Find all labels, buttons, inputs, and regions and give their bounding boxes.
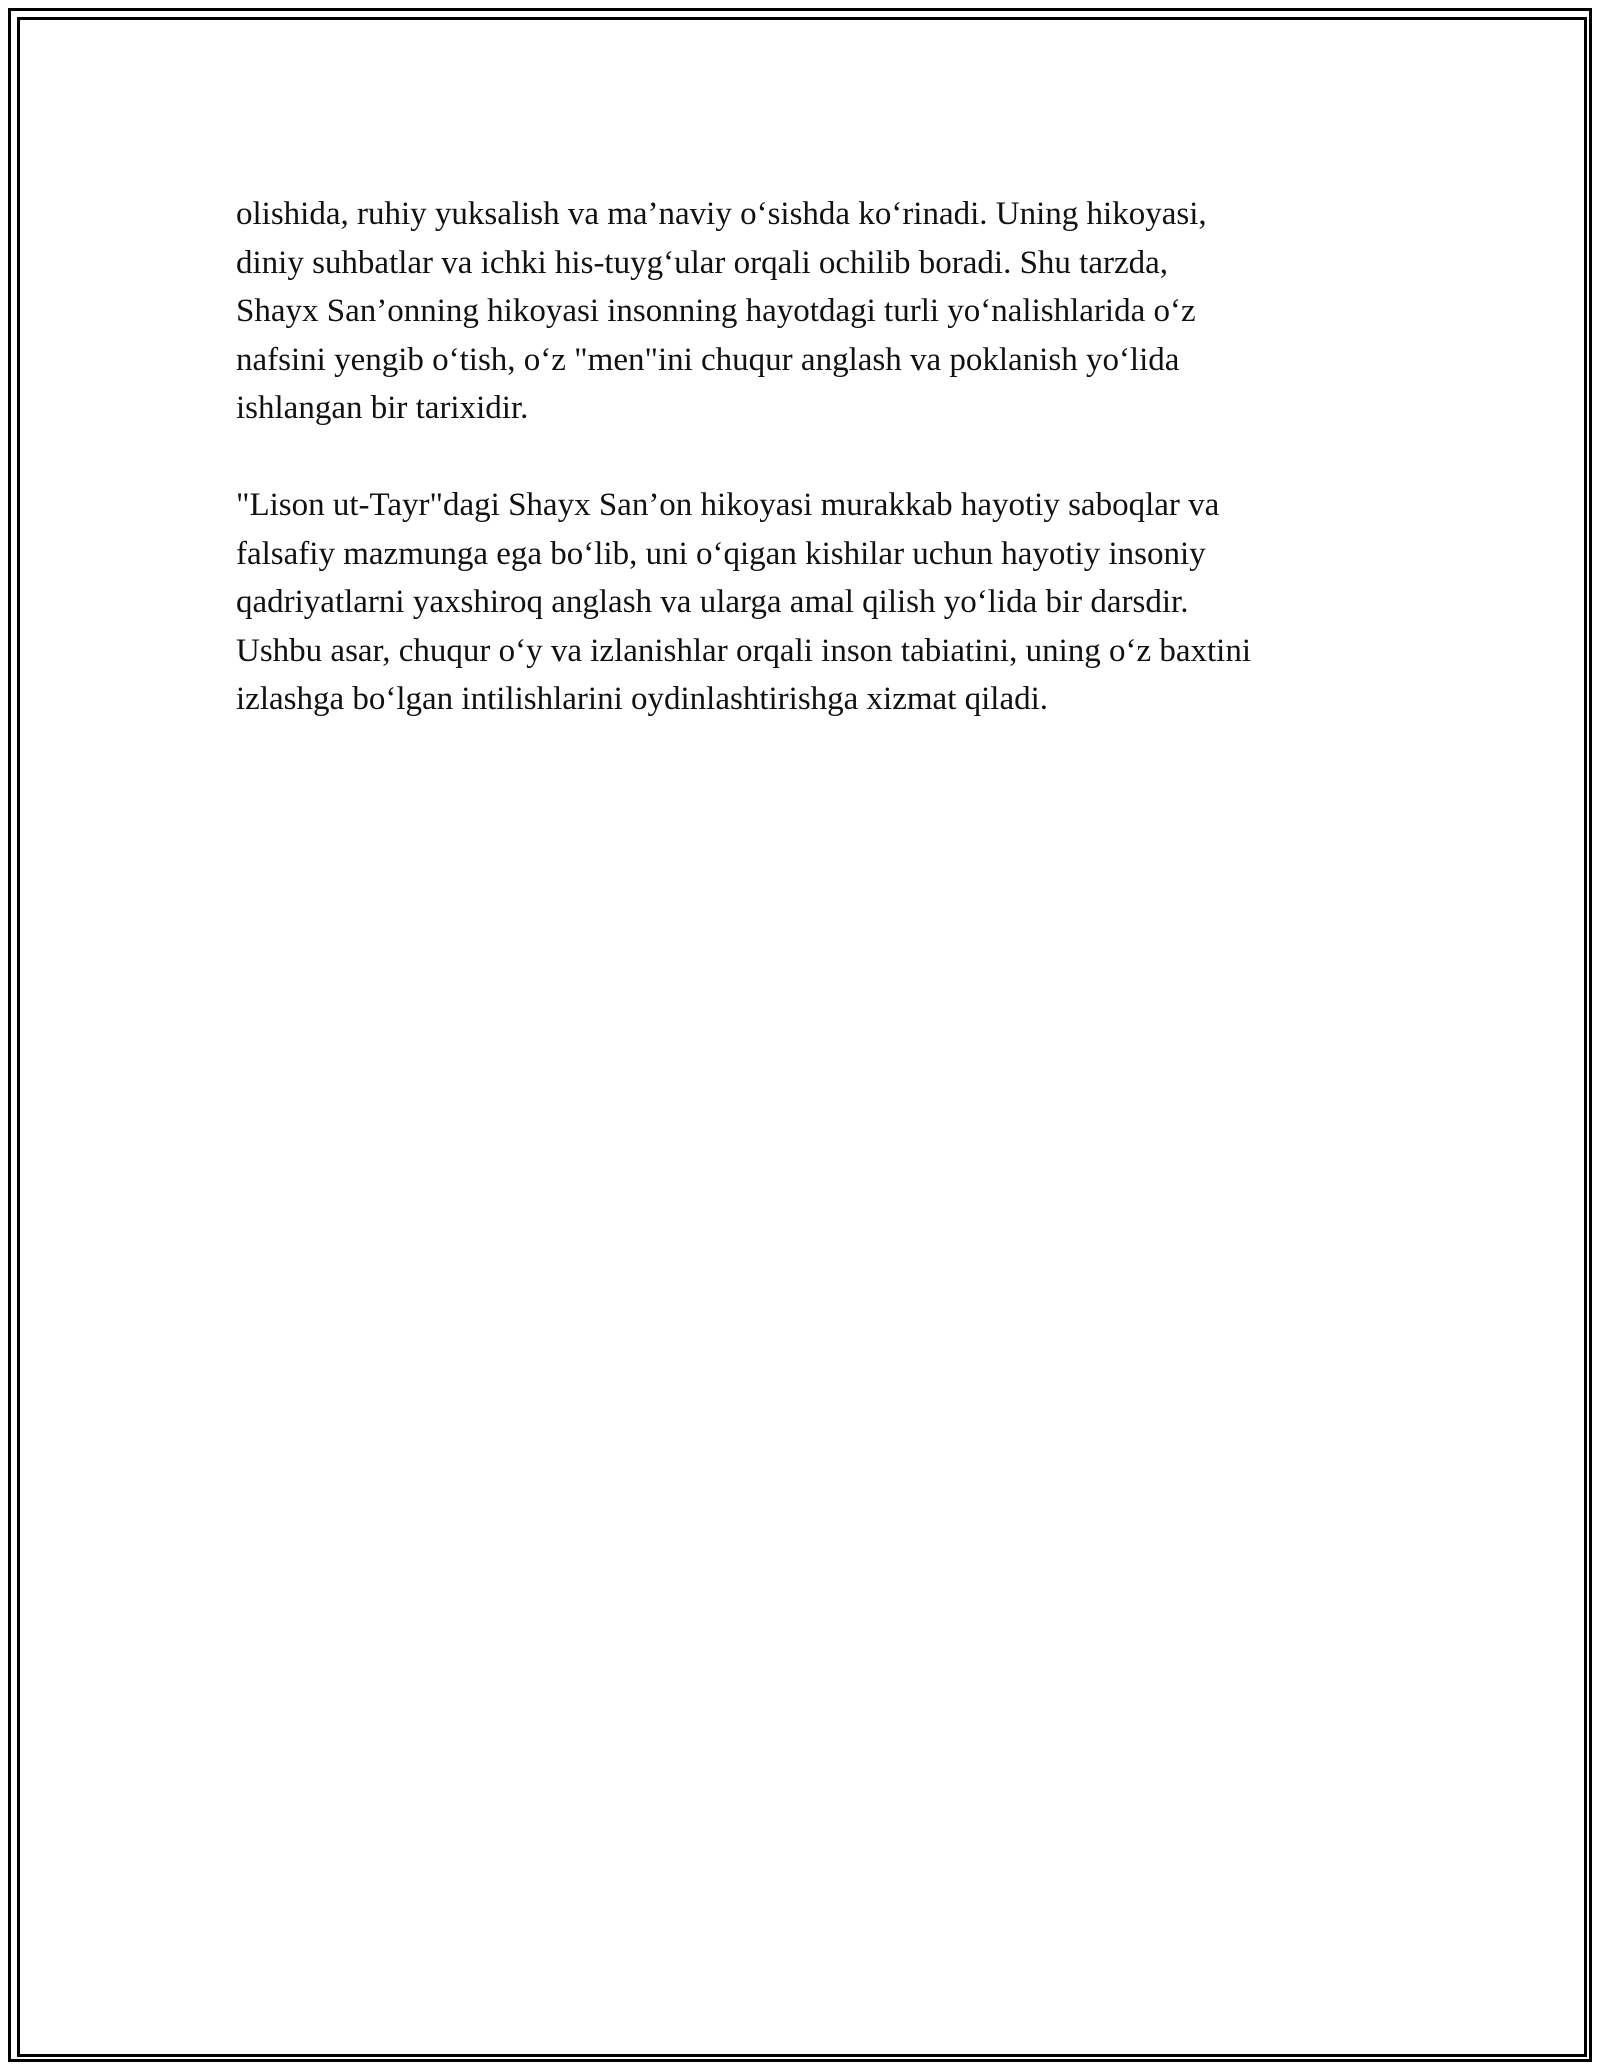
paragraph [236,481,1376,724]
paragraph [236,190,1376,433]
text-line: olishida, ruhiy yuksalish va ma’naviy o‘sishda ko‘rinadi. Uning hikoyasi, [236,196,1207,232]
text-line: izlashga bo‘lgan intilishlarini oydinlashtirishga xizmat qiladi. [236,681,1049,717]
document-body [236,190,1376,724]
paragraph-spacer [236,433,1376,482]
text-line: nafsini yengib o‘tish, o‘z "men"ini chuqur anglash va poklanish yo‘lida [236,341,1180,378]
text-line: Shayx San’onning hikoyasi insonning hayotdagi turli yo‘nalishlarida o‘z [236,293,1196,329]
text-line: falsafiy mazmunga ega bo‘lib, uni o‘qigan kishilar uchun hayotiy insoniy [236,535,1206,572]
text-line: qadriyatlarni yaxshiroq anglash va ularga amal qilish yo‘lida bir darsdir. [236,584,1189,620]
text-line: "Lison ut-Tayr"dagi Shayx San’on hikoyasi murakkab hayotiy saboqlar va [236,487,1220,523]
text-line: ishlangan bir tarixidir. [236,390,529,426]
text-line: Ushbu asar, chuqur o‘y va izlanishlar orqali inson tabiatini, uning o‘z baxtini [236,632,1252,669]
text-line: diniy suhbatlar va ichki his-tuyg‘ular orqali ochilib boradi. Shu tarzda, [236,244,1169,281]
